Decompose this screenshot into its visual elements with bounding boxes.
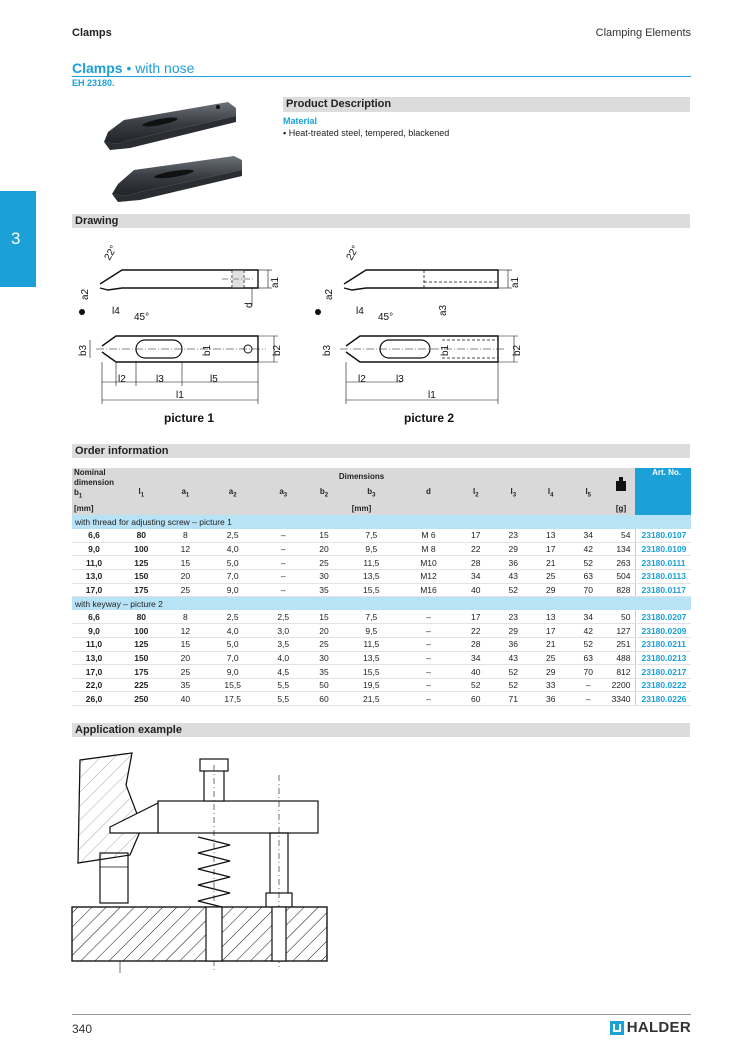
table-cell: 15	[167, 638, 204, 652]
col-header: $b_3$	[343, 485, 400, 502]
table-cell: 25	[532, 570, 569, 584]
table-row	[72, 610, 691, 624]
article-number[interactable]: 23180.0213	[635, 651, 691, 665]
table-cell: 11,5	[343, 556, 400, 570]
material-item: ▪ Heat-treated steel, tempered, blackened	[283, 128, 450, 138]
table-cell: 175	[116, 583, 167, 597]
table-cell: 70	[569, 665, 607, 679]
table-cell: 40	[167, 692, 204, 706]
table-cell: 13,0	[72, 651, 116, 665]
table-cell: M10	[400, 556, 457, 570]
table-row	[72, 556, 691, 570]
article-number[interactable]: 23180.0113	[635, 570, 691, 584]
table-cell: 15	[305, 529, 342, 543]
table-cell: 15	[167, 556, 204, 570]
table-cell: 20	[167, 570, 204, 584]
table-cell: 52	[569, 638, 607, 652]
table-cell: 9,0	[204, 583, 261, 597]
col-header: $l_3$	[495, 485, 532, 502]
table-cell: 7,0	[204, 651, 261, 665]
footer-rule	[72, 1014, 691, 1015]
table-cell: 25	[305, 638, 342, 652]
table-cell: 12	[167, 624, 204, 638]
label-b2-2: b2	[512, 344, 523, 356]
technical-drawing	[72, 236, 552, 431]
product-description-bar	[283, 97, 690, 112]
table-cell: 42	[569, 542, 607, 556]
table-cell: 125	[116, 638, 167, 652]
table-cell: 17	[457, 610, 494, 624]
label-b3-2: b3	[322, 344, 333, 356]
table-cell: 11,0	[72, 556, 116, 570]
col-artno: Art. No.	[635, 468, 691, 502]
table-cell: 17	[457, 529, 494, 543]
article-number[interactable]: 23180.0226	[635, 692, 691, 706]
picture-2-top-view	[315, 309, 518, 404]
label-a1-1: a1	[270, 276, 281, 288]
table-cell: –	[400, 678, 457, 692]
table-cell: 25	[167, 665, 204, 679]
table-cell: 50	[305, 678, 342, 692]
table-cell: 40	[457, 665, 494, 679]
col-header: $l_2$	[457, 485, 494, 502]
table-cell: 80	[116, 529, 167, 543]
table-cell: 35	[305, 665, 342, 679]
table-cell: 3,0	[261, 624, 305, 638]
table-cell: –	[569, 678, 607, 692]
drawing-bar	[72, 214, 690, 228]
label-l3-1: l3	[156, 374, 164, 385]
table-cell: 80	[116, 610, 167, 624]
table-cell: 43	[495, 651, 532, 665]
table-cell: 8	[167, 610, 204, 624]
table-cell: 20	[167, 651, 204, 665]
angle-mid-2: 45°	[378, 312, 394, 323]
col-nominal: Nominal dimension $b_1$	[74, 468, 115, 500]
col-header: $a_1$	[167, 485, 204, 502]
angle-top-1: 22°	[102, 243, 120, 263]
table-cell: 30	[305, 570, 342, 584]
title-sub: with nose	[135, 60, 195, 76]
table-cell: 125	[116, 556, 167, 570]
picture-1-side-view	[100, 270, 272, 306]
table-cell: M 6	[400, 529, 457, 543]
table-cell: 63	[569, 651, 607, 665]
label-l1-2: l1	[428, 390, 436, 401]
table-row	[72, 529, 691, 543]
table-cell: –	[261, 542, 305, 556]
table-cell: 34	[569, 529, 607, 543]
header-category: Clamps	[72, 27, 112, 39]
col-dimensions: Dimensions	[116, 468, 607, 485]
artno-blank	[635, 502, 691, 516]
table-cell: 35	[167, 678, 204, 692]
col-header: $l_1$	[116, 485, 167, 502]
table-cell: –	[400, 624, 457, 638]
table-row	[72, 542, 691, 556]
title-separator: •	[122, 60, 136, 76]
table-cell: 21,5	[343, 692, 400, 706]
table-cell: 17,0	[72, 665, 116, 679]
order-bar	[72, 444, 690, 458]
table-cell: 36	[495, 638, 532, 652]
table-cell: 25	[167, 583, 204, 597]
table-cell: 36	[532, 692, 569, 706]
label-a2-1: a2	[80, 288, 91, 300]
table-cell: 43	[495, 570, 532, 584]
table-cell: 150	[116, 570, 167, 584]
article-number[interactable]: 23180.0222	[635, 678, 691, 692]
table-cell: 28	[457, 556, 494, 570]
label-a3-2: a3	[438, 304, 449, 316]
table-cell: 11,5	[343, 638, 400, 652]
table-cell: 13	[532, 610, 569, 624]
group-row	[72, 515, 691, 529]
table-row	[72, 624, 691, 638]
table-cell: 20	[305, 542, 342, 556]
table-cell: 134	[607, 542, 635, 556]
picture-2-side-view	[344, 270, 512, 290]
article-number[interactable]: 23180.0111	[635, 556, 691, 570]
table-cell: 3,5	[261, 638, 305, 652]
table-cell: 30	[305, 651, 342, 665]
table-cell: 5,5	[261, 692, 305, 706]
col-header: $a_2$	[204, 485, 261, 502]
table-cell: 2,5	[261, 610, 305, 624]
table-cell: 7,5	[343, 610, 400, 624]
label-b1-2: b1	[440, 344, 451, 356]
table-cell: –	[261, 570, 305, 584]
table-cell: 17	[532, 624, 569, 638]
table-cell: –	[400, 692, 457, 706]
table-cell: 812	[607, 665, 635, 679]
label-b1-1: b1	[202, 344, 213, 356]
table-cell: 5,5	[261, 678, 305, 692]
table-cell: 9,0	[72, 624, 116, 638]
table-cell: 13,5	[343, 651, 400, 665]
table-cell: 15,5	[204, 678, 261, 692]
label-l4-2: l4	[356, 306, 364, 317]
table-cell: 35	[305, 583, 342, 597]
table-cell: 22	[457, 542, 494, 556]
product-photo	[100, 100, 250, 210]
table-cell: 127	[607, 624, 635, 638]
table-cell: 22,0	[72, 678, 116, 692]
table-cell: 4,5	[261, 665, 305, 679]
label-b3-1: b3	[78, 344, 89, 356]
table-cell: 4,0	[204, 542, 261, 556]
table-cell: –	[400, 665, 457, 679]
table-cell: 17	[532, 542, 569, 556]
table-row	[72, 692, 691, 706]
table-cell: –	[400, 610, 457, 624]
table-cell: 34	[569, 610, 607, 624]
col-weight	[607, 468, 635, 502]
table-cell: 33	[532, 678, 569, 692]
label-l2-1: l2	[118, 374, 126, 385]
table-cell: 15,5	[343, 665, 400, 679]
brand-logo	[610, 1019, 691, 1036]
table-cell: 42	[569, 624, 607, 638]
table-row	[72, 651, 691, 665]
group-row	[72, 597, 691, 611]
label-l5-1: l5	[210, 374, 218, 385]
table-cell: 34	[457, 570, 494, 584]
table-cell: 2200	[607, 678, 635, 692]
table-cell: 29	[532, 665, 569, 679]
material-label: Material	[283, 116, 318, 126]
table-cell: 4,0	[204, 624, 261, 638]
article-number[interactable]: 23180.0207	[635, 610, 691, 624]
table-cell: –	[400, 651, 457, 665]
table-cell: 828	[607, 583, 635, 597]
order-table	[72, 468, 691, 706]
table-cell: 25	[532, 651, 569, 665]
col-header: d	[400, 485, 457, 502]
table-cell: 26,0	[72, 692, 116, 706]
table-cell: 25	[305, 556, 342, 570]
order-heading: Order information	[75, 445, 169, 457]
table-cell: 40	[457, 583, 494, 597]
table-cell: 13	[532, 529, 569, 543]
table-cell: 251	[607, 638, 635, 652]
table-cell: 52	[495, 583, 532, 597]
picture-1-caption: picture 1	[164, 411, 215, 425]
table-cell: 34	[457, 651, 494, 665]
page-title	[72, 60, 194, 76]
unit-mm: [mm]	[72, 502, 116, 516]
table-cell: 9,0	[72, 542, 116, 556]
table-cell: –	[261, 583, 305, 597]
group-label: with thread for adjusting screw – picture 1	[72, 515, 691, 529]
article-number[interactable]: 23180.0209	[635, 624, 691, 638]
header-section: Clamping Elements	[595, 27, 691, 39]
chapter-tab-number: 3	[11, 229, 21, 248]
table-cell: 13,0	[72, 570, 116, 584]
angle-top-2: 22°	[344, 243, 362, 263]
table-row	[72, 570, 691, 584]
title-main: Clamps	[72, 60, 123, 76]
table-cell: 175	[116, 665, 167, 679]
article-number[interactable]: 23180.0117	[635, 583, 691, 597]
product-description-heading: Product Description	[286, 98, 392, 110]
table-cell: 52	[569, 556, 607, 570]
table-cell: 60	[457, 692, 494, 706]
table-cell: 11,0	[72, 638, 116, 652]
table-cell: 6,6	[72, 610, 116, 624]
table-cell: 263	[607, 556, 635, 570]
table-cell: 22	[457, 624, 494, 638]
unit-g: [g]	[607, 502, 635, 516]
table-cell: –	[261, 556, 305, 570]
brand-logo-icon	[610, 1021, 624, 1035]
table-cell: 100	[116, 542, 167, 556]
table-cell: 29	[495, 624, 532, 638]
table-cell: 6,6	[72, 529, 116, 543]
table-cell: 250	[116, 692, 167, 706]
table-cell: 8	[167, 529, 204, 543]
table-cell: M12	[400, 570, 457, 584]
table-cell: 28	[457, 638, 494, 652]
table-cell: –	[400, 638, 457, 652]
table-cell: M16	[400, 583, 457, 597]
article-number[interactable]: 23180.0217	[635, 665, 691, 679]
table-cell: 15	[305, 610, 342, 624]
table-row	[72, 665, 691, 679]
drawing-heading: Drawing	[75, 215, 119, 227]
label-l1-1: l1	[176, 390, 184, 401]
table-cell: 488	[607, 651, 635, 665]
table-cell: 52	[495, 678, 532, 692]
table-cell: –	[261, 529, 305, 543]
brand-name: HALDER	[626, 1019, 691, 1036]
unit-mm-dimensions: [mm]	[116, 502, 607, 516]
table-row	[72, 583, 691, 597]
table-cell: 100	[116, 624, 167, 638]
label-d-1: d	[244, 302, 255, 308]
table-cell: 21	[532, 638, 569, 652]
table-cell: 60	[305, 692, 342, 706]
table-cell: 5,0	[204, 556, 261, 570]
table-cell: 52	[457, 678, 494, 692]
table-cell: 4,0	[261, 651, 305, 665]
page-number: 340	[72, 1022, 93, 1036]
table-cell: –	[569, 692, 607, 706]
table-cell: 9,5	[343, 624, 400, 638]
product-code: EH 23180.	[72, 78, 115, 88]
table-cell: 23	[495, 529, 532, 543]
table-cell: 15,5	[343, 583, 400, 597]
application-heading: Application example	[75, 724, 182, 736]
table-cell: 21	[532, 556, 569, 570]
table-cell: 17,0	[72, 583, 116, 597]
col-header: $a_3$	[261, 485, 305, 502]
label-a2-2: a2	[324, 288, 335, 300]
label-l4-1: l4	[112, 306, 120, 317]
article-number[interactable]: 23180.0211	[635, 638, 691, 652]
table-cell: 29	[495, 542, 532, 556]
title-rule	[72, 76, 691, 77]
table-cell: 225	[116, 678, 167, 692]
label-b2-1: b2	[272, 344, 283, 356]
angle-mid-1: 45°	[134, 312, 150, 323]
table-cell: 12	[167, 542, 204, 556]
application-example-drawing	[70, 745, 330, 975]
table-cell: 504	[607, 570, 635, 584]
col-header: $b_2$	[305, 485, 342, 502]
label-a1-2: a1	[510, 276, 521, 288]
table-cell: 71	[495, 692, 532, 706]
table-cell: 9,5	[343, 542, 400, 556]
table-cell: 63	[569, 570, 607, 584]
table-cell: 54	[607, 529, 635, 543]
table-cell: 23	[495, 610, 532, 624]
table-cell: 52	[495, 665, 532, 679]
table-cell: M 8	[400, 542, 457, 556]
label-l2-2: l2	[358, 374, 366, 385]
chapter-tab[interactable]	[0, 191, 36, 287]
table-cell: 2,5	[204, 610, 261, 624]
table-cell: 29	[532, 583, 569, 597]
weight-icon	[616, 477, 626, 491]
table-cell: 70	[569, 583, 607, 597]
table-cell: 13,5	[343, 570, 400, 584]
article-number[interactable]: 23180.0107	[635, 529, 691, 543]
table-cell: 7,0	[204, 570, 261, 584]
table-row	[72, 678, 691, 692]
table-cell: 20	[305, 624, 342, 638]
table-cell: 19,5	[343, 678, 400, 692]
table-cell: 5,0	[204, 638, 261, 652]
picture-2-caption: picture 2	[404, 411, 455, 425]
table-cell: 7,5	[343, 529, 400, 543]
article-number[interactable]: 23180.0109	[635, 542, 691, 556]
table-row	[72, 638, 691, 652]
label-l3-2: l3	[396, 374, 404, 385]
table-cell: 2,5	[204, 529, 261, 543]
table-cell: 50	[607, 610, 635, 624]
table-cell: 17,5	[204, 692, 261, 706]
col-header: $l_5$	[569, 485, 607, 502]
group-label: with keyway – picture 2	[72, 597, 691, 611]
application-bar	[72, 723, 690, 737]
table-cell: 9,0	[204, 665, 261, 679]
table-cell: 36	[495, 556, 532, 570]
table-cell: 150	[116, 651, 167, 665]
col-header: $l_4$	[532, 485, 569, 502]
table-cell: 3340	[607, 692, 635, 706]
